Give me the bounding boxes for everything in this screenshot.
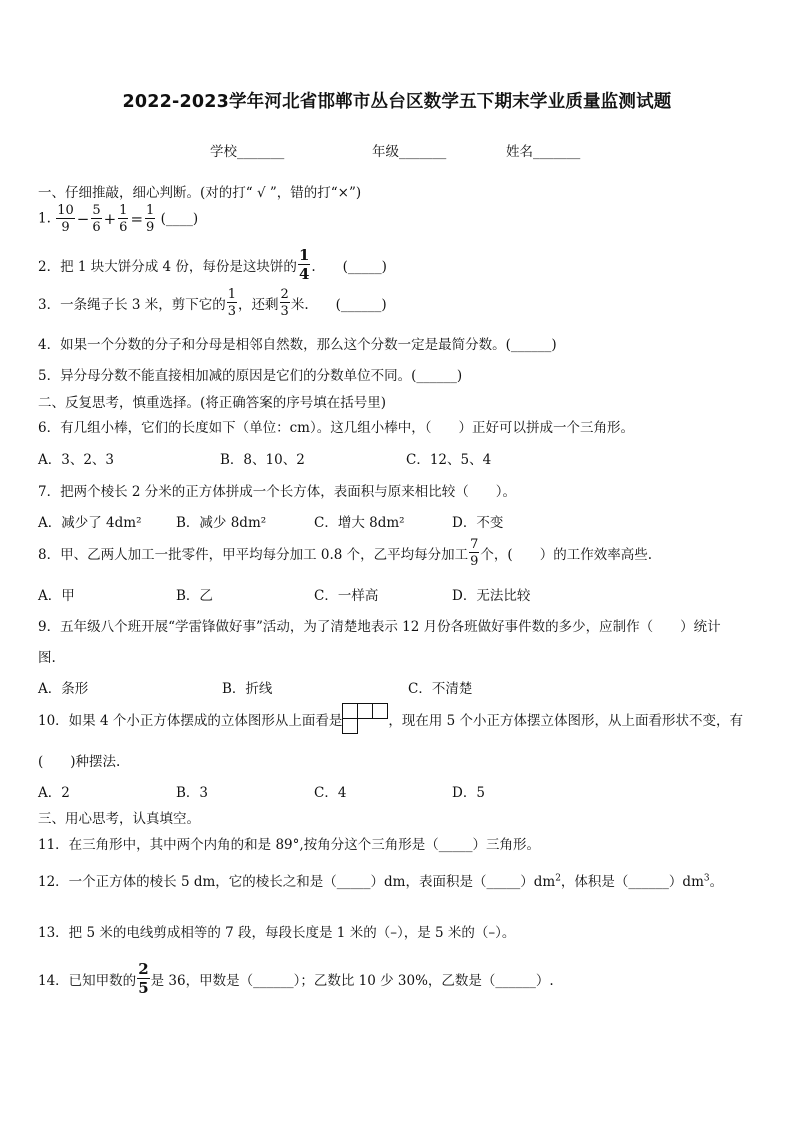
- fraction: $\frac{1}{4}$: [298, 246, 310, 283]
- q7-option-d: D．不变: [452, 515, 504, 531]
- q6-option-a: A．3、2、3: [38, 452, 115, 468]
- q9-option-c: C．不清楚: [408, 681, 473, 697]
- fraction: $\frac{1}{3}$: [227, 287, 237, 319]
- answer-blank: (____): [160, 211, 199, 227]
- question-4: 4．如果一个分数的分子和分母是相邻自然数，那么这个分数一定是最简分数。(______): [38, 337, 557, 353]
- q6-option-b: B．8、10、2: [220, 452, 305, 468]
- fraction: $\frac{2}{5}$: [138, 960, 149, 997]
- question-9-line-1: 9．五年级八个班开展“学雷锋做好事”活动，为了清楚地表示 12 月份各班做好事件数的多少，应制作（ ）统计: [38, 619, 721, 635]
- grade-field: 年级_______: [372, 144, 447, 160]
- q10-option-b: B．3: [176, 785, 209, 801]
- page-title: 2022-2023学年河北省邯郸市丛台区数学五下期末学业质量监测试题: [122, 92, 672, 112]
- section-3-heading: 三、用心思考，认真填空。: [38, 811, 200, 827]
- q10-option-c: C．4: [314, 785, 347, 801]
- q8-option-c: C．一样高: [314, 588, 379, 604]
- q9-option-b: B．折线: [222, 681, 273, 697]
- q8-option-a: A．甲: [38, 588, 75, 604]
- q10-option-d: D．5: [452, 785, 485, 801]
- q8-option-d: D．无法比较: [452, 588, 531, 604]
- q8-option-b: B．乙: [176, 588, 213, 604]
- question-9-line-2: 图.: [38, 650, 56, 666]
- question-2: 2．把 1 块大饼分成 4 份，每份是这块饼的 $\frac{1}{4}$ . (_____): [38, 246, 387, 283]
- fraction: $\frac{5}{6}$: [92, 203, 101, 235]
- name-field: 姓名_______: [506, 144, 581, 160]
- question-3: 3．一条绳子长 3 米，剪下它的 $\frac{1}{3}$ ，还剩 $\frac{2}{3}$ 米. (______): [38, 287, 387, 319]
- q7-option-b: B．减少 8dm²: [176, 515, 267, 531]
- fraction: $\frac{2}{3}$: [280, 287, 289, 319]
- section-2-heading: 二、反复思考，慎重选择。(将正确答案的序号填在括号里): [38, 395, 387, 411]
- q9-option-a: A．条形: [38, 681, 89, 697]
- section-1-heading: 一、仔细推敲，细心判断。(对的打“ √ ”，错的打“×”): [38, 185, 362, 201]
- question-12: 12．一个正方体的棱长 5 dm，它的棱长之和是（_____）dm，表面积是$(\_\_\_\_\_)dm^2$，体积是$(\_\_\_\_\_\_)dm^3$。: [38, 873, 724, 890]
- q7-option-c: C．增大 8dm²: [314, 515, 405, 531]
- question-11: 11．在三角形中，其中两个内角的和是 89°,按角分这个三角形是（_____）三角形。: [38, 837, 540, 853]
- question-1: 1. $\frac{10}{9}$ − $\frac{5}{6}$ + $\frac{1}{6}$ = $\frac{1}{9}$ (____): [38, 203, 199, 235]
- question-6: 6．有几组小棒，它们的长度如下（单位：cm）。这几组小棒中，（ ）正好可以拼成一个三角形。: [38, 420, 634, 436]
- question-8: 8．甲、乙两人加工一批零件，甲平均每分加工 0.8 个，乙平均每分加工 $\frac{7}{9}$ 个，( ）的工作效率高些.: [38, 537, 652, 569]
- question-5: 5．异分母分数不能直接相加减的原因是它们的分数单位不同。(______): [38, 368, 463, 384]
- question-7: 7．把两个棱长 2 分米的正方体拼成一个长方体，表面积与原来相比较（ ）。: [38, 484, 517, 500]
- fraction: $\frac{1}{9}$: [146, 203, 155, 235]
- question-14: 14．已知甲数的 $\frac{2}{5}$ 是 36，甲数是（______）；乙数比 10 少 30%，乙数是（______）.: [38, 960, 554, 997]
- q6-option-c: C．12、5、4: [406, 452, 492, 468]
- question-13: 13．把 5 米的电线剪成相等的 7 段，每段长度是 1 米的（–），是 5 米的（–）。: [38, 925, 516, 941]
- q7-option-a: A．减少了 4dm²: [38, 515, 142, 531]
- q10-option-a: A．2: [38, 785, 70, 801]
- fraction: $\frac{7}{9}$: [470, 537, 479, 569]
- top-view-figure: [342, 703, 388, 735]
- question-10-line-2: ( )种摆法.: [38, 754, 121, 770]
- question-10-line-1: 10．如果 4 个小正方体摆成的立体图形从上面看是 ，现在用 5 个小正方体摆立体图形，从上面看形状不变，有: [38, 703, 743, 735]
- fraction: $\frac{1}{6}$: [119, 203, 128, 235]
- fraction: $\frac{10}{9}$: [57, 203, 74, 235]
- school-field: 学校_______: [210, 144, 285, 160]
